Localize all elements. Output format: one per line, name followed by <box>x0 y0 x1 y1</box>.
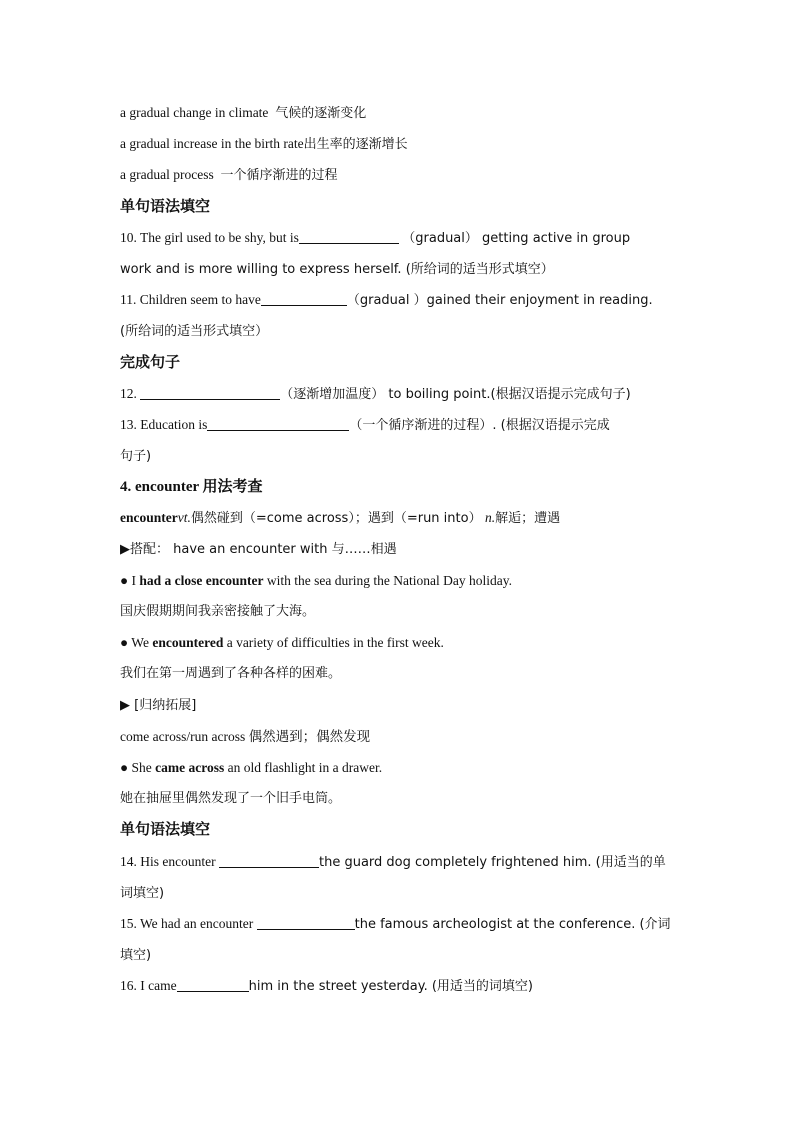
question-11-cont <box>120 315 680 346</box>
key-phrase: came across <box>155 759 225 775</box>
collocation-line: ▶搭配： have an encounter with 与……相遇 <box>120 541 397 557</box>
phrase-line-3 <box>120 159 680 190</box>
key-phrase: encountered <box>152 635 224 651</box>
bullet: ● We <box>120 635 153 651</box>
example-1 <box>120 565 680 596</box>
question-text: the famous archeologist at the conference. (介词 <box>354 916 671 932</box>
example-text: an old flashlight in a drawer. <box>224 759 383 775</box>
question-13-cont <box>120 440 680 471</box>
answer-blank[interactable] <box>299 229 399 244</box>
question-text: 13. Education is <box>120 416 208 432</box>
question-15 <box>120 908 680 939</box>
answer-blank[interactable] <box>177 977 249 992</box>
question-text: （一个循序渐进的过程）. (根据汉语提示完成 <box>349 417 610 433</box>
question-text: the guard dog completely frightened him. (用适当的单 <box>318 854 666 870</box>
headword: encounter <box>120 510 178 526</box>
answer-blank[interactable] <box>207 416 349 431</box>
phrase-cn: 气候的逐渐变化 <box>275 106 367 121</box>
heading-label: 用法考查 <box>202 477 263 496</box>
section-heading-grammar-fill: 单句语法填空 <box>120 196 211 215</box>
part-of-speech: n. <box>484 510 496 526</box>
phrase-cn: 出生率的逐渐增长 <box>303 137 408 153</box>
question-text: 词填空) <box>120 885 165 901</box>
question-14 <box>120 846 680 877</box>
question-15-cont <box>120 939 680 970</box>
answer-blank[interactable] <box>219 853 319 868</box>
example-3-translation: 她在抽屉里偶然发现了一个旧手电筒。 <box>120 791 342 807</box>
answer-blank[interactable] <box>261 291 347 306</box>
question-text: 填空) <box>120 948 152 964</box>
question-10-cont <box>120 253 680 284</box>
key-phrase: had a close encounter <box>139 572 264 588</box>
bullet: ● She <box>120 759 156 775</box>
question-11 <box>120 284 680 315</box>
question-text: （gradual） getting active in group <box>402 230 631 246</box>
question-text: 14. His encounter <box>120 853 216 869</box>
example-3 <box>120 752 680 783</box>
example-text: a variety of difficulties in the first week. <box>223 635 444 651</box>
section-heading-encounter <box>120 471 680 502</box>
phrase-en: a gradual process <box>120 167 214 183</box>
section-heading-grammar-fill-2: 单句语法填空 <box>120 820 211 839</box>
question-text: 15. We had an encounter <box>120 915 254 931</box>
question-text: （gradual ）gained their enjoyment in reading. <box>346 293 653 309</box>
answer-blank[interactable] <box>257 915 355 930</box>
phrase-cn: 一个循序渐进的过程 <box>220 168 338 184</box>
bullet: ● I <box>120 572 140 588</box>
question-text: （逐渐增加温度） to boiling point.(根据汉语提示完成句子) <box>280 386 631 402</box>
question-12 <box>120 378 680 409</box>
question-16 <box>120 970 680 1001</box>
phrase-come-across: come across/run across 偶然遇到；偶然发现 <box>120 728 371 744</box>
phrase-line-2 <box>120 128 680 159</box>
question-14-cont <box>120 877 680 908</box>
phrase-line-1 <box>120 97 680 128</box>
question-text: 16. I came <box>120 978 177 994</box>
example-text: with the sea during the National Day holiday. <box>263 572 512 588</box>
part-of-speech: vt. <box>177 510 191 526</box>
question-text: 句子) <box>120 449 152 465</box>
answer-blank[interactable] <box>140 385 280 400</box>
phrase-en: a gradual increase in the birth rate <box>120 136 304 152</box>
document-page <box>120 97 680 1001</box>
question-13 <box>120 409 680 440</box>
meaning: 解逅；遭遇 <box>495 511 561 527</box>
definition-line <box>120 502 680 533</box>
example-1-translation: 国庆假期期间我亲密接触了大海。 <box>120 604 316 619</box>
phrase-en: a gradual change in climate <box>120 105 269 120</box>
question-text: 10. The girl used to be shy, but is <box>120 229 299 245</box>
section-heading-complete-sentence: 完成句子 <box>120 352 181 371</box>
meaning: 偶然碰到（=come across）；遇到（=run into） <box>190 511 482 527</box>
question-text: work and is more willing to express herself. (所给词的适当形式填空） <box>120 261 554 277</box>
question-text: 12. <box>120 385 137 401</box>
extension-heading: ▶ [归纳拓展] <box>120 697 197 713</box>
question-text: 11. Children seem to have <box>120 292 261 308</box>
example-2-translation: 我们在第一周遇到了各种各样的困难。 <box>120 666 342 682</box>
question-text: (所给词的适当形式填空） <box>120 324 269 340</box>
question-text: him in the street yesterday. (用适当的词填空) <box>248 979 534 995</box>
question-10 <box>120 222 680 253</box>
heading-number: 4. encounter <box>120 479 200 496</box>
example-2 <box>120 627 680 658</box>
